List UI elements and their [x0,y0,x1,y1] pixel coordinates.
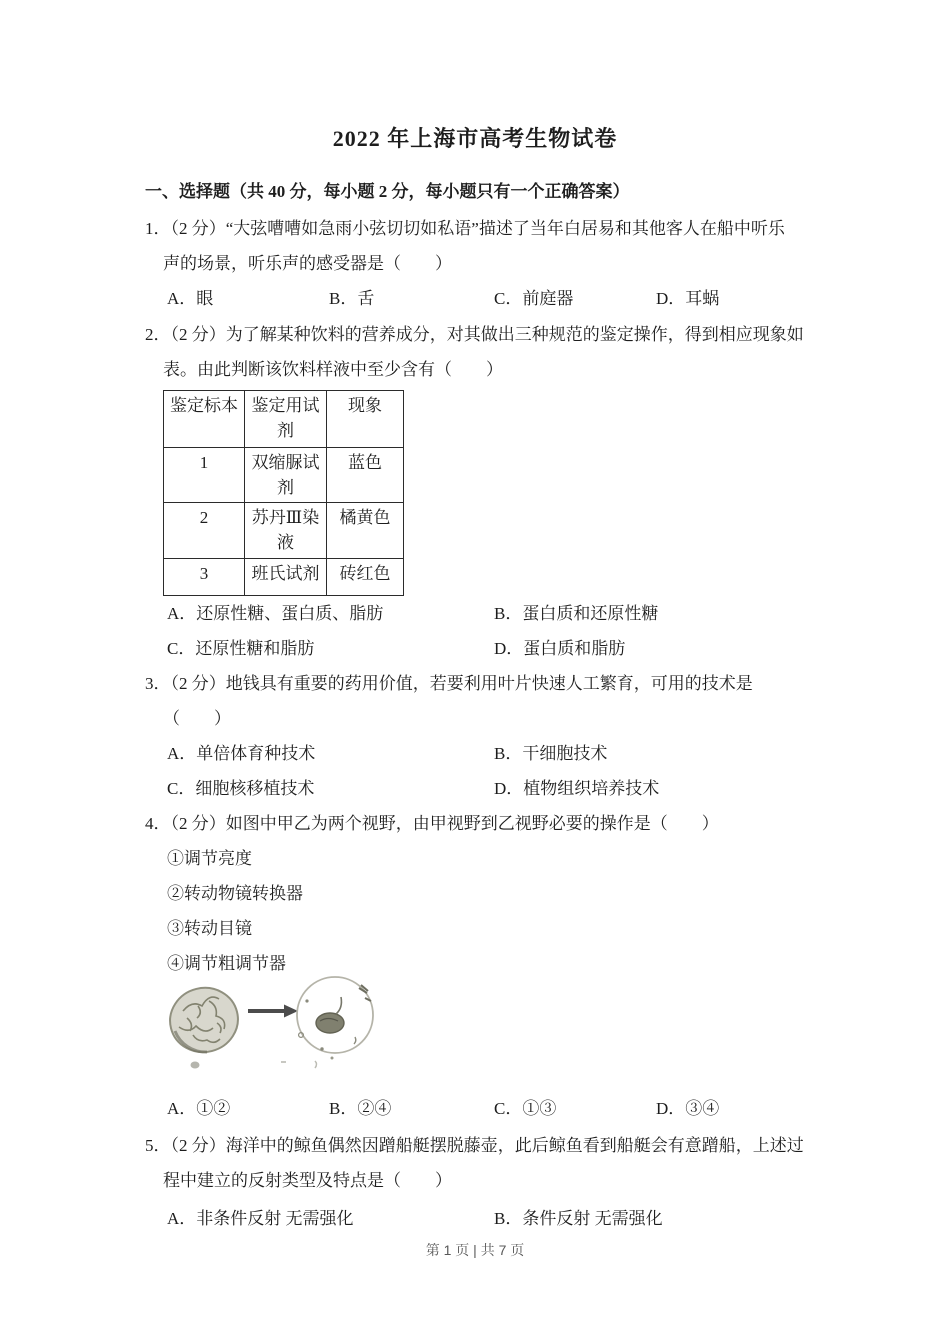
option-b: B．干细胞技术 [494,744,608,763]
question-4 [0,806,950,1126]
question-line: 声的场景，听乐声的感受器是（ ） [163,254,452,273]
option-a: A．非条件反射 无需强化 [167,1209,354,1228]
table-cell: 双缩脲试剂 [245,448,327,503]
arrow-icon [248,1005,298,1018]
page-footer: 第 1 页 | 共 7 页 [425,1242,525,1258]
table-header-result: 现象 [327,391,404,448]
question-line: 1．（2 分）“大弦嘈嘈如急雨小弦切切如私语”描述了当年白居易和其他客人在船中听乐 [145,219,785,238]
option-c: C．还原性糖和脂肪 [167,639,315,658]
option-a: A．单倍体育种技术 [167,744,316,763]
table-cell: 橘黄色 [327,503,404,559]
list-item-4: ④调节粗调节器 [167,954,286,973]
field-of-view-yi [297,977,373,1060]
options-row [167,281,950,316]
table-row [164,503,404,559]
microscope-views-figure [165,973,415,1078]
page-title: 2022 年上海市高考生物试卷 [332,126,618,151]
option-a: A．①② [167,1099,231,1118]
table-cell: 1 [164,448,245,503]
table-header-reagent: 鉴定用试剂 [245,391,327,448]
list-item-2: ②转动物镜转换器 [167,884,303,903]
question-line: 4．（2 分）如图中甲乙为两个视野，由甲视野到乙视野必要的操作是（ ） [145,814,719,833]
table-cell: 砖红色 [327,559,404,596]
options-row [167,596,950,631]
question-1 [0,211,950,316]
option-a: A．还原性糖、蛋白质、脂肪 [167,604,384,623]
field-of-view-jia [165,981,245,1060]
option-b: B．舌 [329,289,375,308]
option-d: D．蛋白质和脂肪 [494,639,626,658]
option-c: C．①③ [494,1099,557,1118]
question-line: （ ） [163,709,231,728]
figure-smudges [191,1061,317,1069]
question-2 [0,317,950,666]
table-cell: 苏丹Ⅲ染液 [245,503,327,559]
option-c: C．细胞核移植技术 [167,779,315,798]
table-cell: 班氏试剂 [245,559,327,596]
option-d: D．植物组织培养技术 [494,779,660,798]
options-row [167,736,950,771]
option-a: A．眼 [167,289,214,308]
table-cell: 蓝色 [327,448,404,503]
options-row [167,1201,950,1236]
question-line: 3．（2 分）地钱具有重要的药用价值，若要利用叶片快速人工繁育，可用的技术是 [145,674,753,693]
question-5 [0,1128,950,1236]
table-cell: 2 [164,503,245,559]
question-line: 2．（2 分）为了解某种饮料的营养成分，对其做出三种规范的鉴定操作，得到相应现象如 [145,325,804,344]
table-header-specimen: 鉴定标本 [164,391,245,448]
question-line: 表。由此判断该饮料样液中至少含有（ ） [163,360,503,379]
option-c: C．前庭器 [494,289,574,308]
options-row [167,631,950,666]
question-3 [0,666,950,806]
table-header-row [164,391,404,448]
option-d: D．③④ [656,1099,720,1118]
option-b: B．蛋白质和还原性糖 [494,604,659,623]
list-item-3: ③转动目镜 [167,919,252,938]
question-line: 程中建立的反射类型及特点是（ ） [163,1171,452,1190]
option-b: B．条件反射 无需强化 [494,1209,663,1228]
section-heading: 一、选择题（共 40 分，每小题 2 分，每小题只有一个正确答案） [145,182,630,201]
list-item-1: ①调节亮度 [167,849,252,868]
question-line: 5．（2 分）海洋中的鲸鱼偶然因蹭船艇摆脱藤壶，此后鲸鱼看到船艇会有意蹭船，上述过 [145,1136,804,1155]
options-row [167,771,950,806]
option-b: B．②④ [329,1099,392,1118]
table-cell: 3 [164,559,245,596]
table-row [164,559,404,596]
assay-table [163,390,404,596]
table-row [164,448,404,503]
option-d: D．耳蜗 [656,289,720,308]
options-row [167,1091,950,1126]
